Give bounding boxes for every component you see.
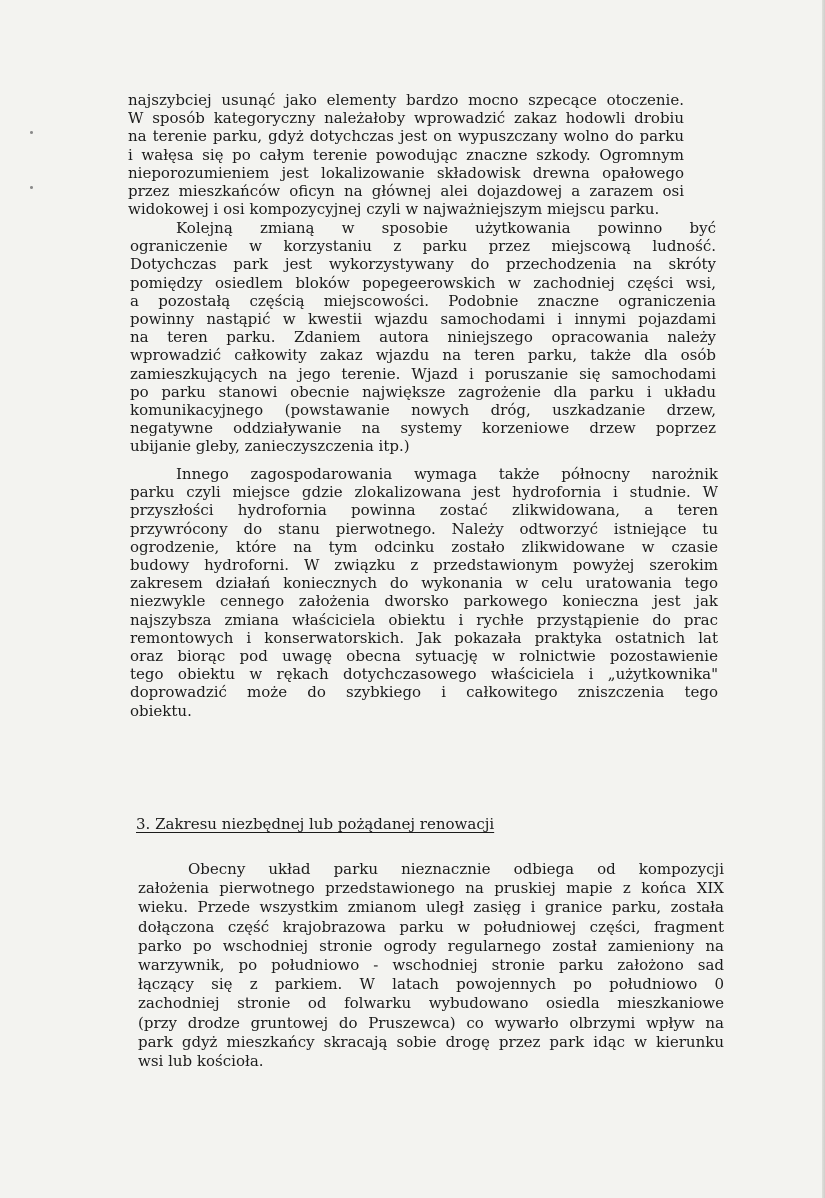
text-line: Dotychczas park jest wykorzystywany do przechodzenia na skróty — [130, 255, 716, 274]
text-line: zachodniej stronie od folwarku wybudowano osiedla mieszkaniowe — [138, 994, 724, 1013]
text-line: na teren parku. Zdaniem autora niniejszego opracowania należy — [130, 328, 716, 347]
scan-speck — [30, 131, 33, 134]
text-line: zakresem działań koniecznych do wykonania w celu uratowania tego — [130, 574, 718, 593]
text-line: przywrócony do stanu pierwotnego. Należy odtworzyć istniejące tu — [130, 519, 718, 538]
text-line: najszybciej usunąć jako elementy bardzo mocno szpecące otoczenie. — [128, 91, 684, 109]
paragraph-4 — [138, 860, 724, 1071]
text-line: wprowadzić całkowity zakaz wjazdu na teren parku, także dla osób — [130, 346, 716, 365]
text-line: komunikacyjnego (powstawanie nowych dróg, uszkadzanie drzew, — [130, 401, 716, 420]
text-line: negatywne oddziaływanie na systemy korzeniowe drzew poprzez — [130, 419, 716, 438]
text-line: widokowej i osi kompozycyjnej czyli w najważniejszym miejscu parku. — [128, 200, 660, 219]
section-heading: 3. Zakresu niezbędnej lub pożądanej renowacji — [136, 815, 495, 833]
text-line: najszybsza zmiana właściciela obiektu i rychłe przystąpienie do prac — [130, 610, 718, 629]
text-line: na terenie parku, gdyż dotychczas jest on wypuszczany wolno do parku — [128, 127, 684, 146]
text-line: ograniczenie w korzystaniu z parku przez miejscową ludność. — [130, 237, 716, 256]
text-line: oraz biorąc pod uwagę obecna sytuację w rolnictwie pozostawienie — [130, 647, 718, 666]
text-line: przyszłości hydrofornia powinna zostać zlikwidowana, a teren — [130, 501, 718, 520]
text-line: Innego zagospodarowania wymaga także północny narożnik — [176, 465, 718, 483]
text-line: a pozostałą częścią miejscowości. Podobnie znaczne ograniczenia — [130, 291, 716, 310]
text-line: przez mieszkańców oficyn na głównej alei dojazdowej a zarazem osi — [128, 182, 684, 201]
text-line: budowy hydroforni. W związku z przedstawionym powyżej szerokim — [130, 556, 718, 575]
text-line: ubijanie gleby, zanieczyszczenia itp.) — [130, 437, 410, 456]
text-line: zamieszkujących na jego terenie. Wjazd i poruszanie się samochodami — [130, 364, 716, 383]
paragraph-3 — [130, 465, 718, 720]
text-line: wsi lub kościoła. — [138, 1052, 264, 1071]
text-line: i wałęsa się po całym terenie powodując znaczne szkody. Ogromnym — [128, 145, 684, 164]
text-line: (przy drodze gruntowej do Pruszewca) co wywarło olbrzymi wpływ na — [138, 1013, 724, 1032]
text-line: warzywnik, po południowo - wschodniej stronie parku założono sad — [138, 956, 724, 975]
paragraph-1 — [128, 91, 684, 218]
text-line: tego obiektu w rękach dotychczasowego właściciela i „użytkownika" — [130, 665, 718, 684]
text-line: pomiędzy osiedlem bloków popegeerowskich w zachodniej części wsi, — [130, 273, 716, 292]
text-line: po parku stanowi obecnie największe zagrożenie dla parku i układu — [130, 382, 716, 401]
text-line: ogrodzenie, które na tym odcinku zostało zlikwidowane w czasie — [130, 537, 718, 556]
text-line: doprowadzić może do szybkiego i całkowitego zniszczenia tego — [130, 683, 718, 702]
text-line: łączący się z parkiem. W latach powojennych po południowo 0 — [138, 975, 724, 994]
text-line: założenia pierwotnego przedstawionego na pruskiej mapie z końca XIX — [138, 879, 724, 898]
scan-speck — [30, 186, 33, 189]
text-line: Obecny układ parku nieznacznie odbiega od kompozycji — [188, 860, 724, 878]
text-line: dołączona część krajobrazowa parku w południowej części, fragment — [138, 917, 724, 936]
text-line: nieporozumieniem jest lokalizowanie składowisk drewna opałowego — [128, 163, 684, 182]
paragraph-2 — [130, 219, 716, 456]
text-line: obiektu. — [130, 701, 192, 720]
text-line: niezwykle cennego założenia dworsko parkowego konieczna jest jak — [130, 592, 718, 611]
text-line: parku czyli miejsce gdzie zlokalizowana jest hydrofornia i studnie. W — [130, 483, 718, 502]
text-line: wieku. Przede wszystkim zmianom uległ zasięg i granice parku, została — [138, 898, 724, 917]
text-line: powinny nastąpić w kwestii wjazdu samochodami i innymi pojazdami — [130, 310, 716, 329]
text-line: W sposób kategoryczny należałoby wprowadzić zakaz hodowli drobiu — [128, 109, 684, 128]
text-line: remontowych i konserwatorskich. Jak pokazała praktyka ostatnich lat — [130, 628, 718, 647]
text-line: parko po wschodniej stronie ogrody regularnego został zamieniony na — [138, 936, 724, 955]
text-line: park gdyż mieszkańcy skracają sobie drogę przez park idąc w kierunku — [138, 1032, 724, 1051]
text-line: Kolejną zmianą w sposobie użytkowania powinno być — [176, 219, 716, 237]
